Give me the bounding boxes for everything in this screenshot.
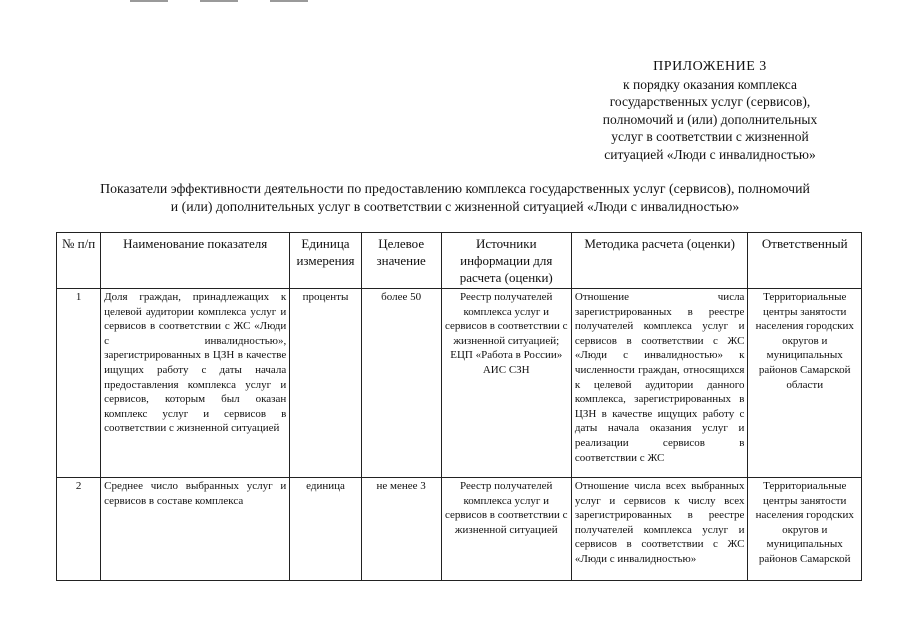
cell-target: более 50 bbox=[361, 289, 441, 478]
cell-method: Отношение числа зарегистрированных в реестре получателей комплекса услуг и сервисов в соответствии с ЖС «Люди с инвалидностью» к численности граждан, относящихся к целевой аудитории данного комплекса, зарегистрированных в ЦЗН в качестве ищущих работу с даты начала оказания услуг и реализации сервисов в соответствии с ЖС bbox=[571, 289, 748, 478]
annex-line: ситуацией «Люди с инвалидностью» bbox=[604, 146, 816, 162]
cell-responsible: Территориальные центры занятости населения городских округов и муниципальных районов Самарской области bbox=[748, 289, 862, 478]
annex-line: государственных услуг (сервисов), bbox=[609, 94, 811, 109]
cell-target: не менее 3 bbox=[361, 478, 441, 581]
document-title bbox=[40, 180, 870, 216]
cell-unit: единица bbox=[290, 478, 361, 581]
cell-unit: проценты bbox=[290, 289, 361, 478]
document-title-line-2: и (или) дополнительных услуг в соответствии с жизненной ситуацией «Люди с инвалидностью» bbox=[170, 199, 740, 214]
table-header-row bbox=[57, 233, 862, 289]
annex-line: услуг в соответствии с жизненной bbox=[611, 129, 809, 144]
header-unit: Единица измерения bbox=[290, 233, 361, 289]
header-sources: Источники информации для расчета (оценки) bbox=[441, 233, 571, 289]
cell-sources: Реестр получателей комплекса услуг и сервисов в соответствии с жизненной ситуацией bbox=[441, 478, 571, 581]
cell-num: 2 bbox=[57, 478, 101, 581]
cell-method: Отношение числа всех выбранных услуг и сервисов к числу всех зарегистрированных в реестре получателей комплекса услуг и сервисов в соответствии с ЖС «Люди с инвалидностью» bbox=[571, 478, 748, 581]
annex-block bbox=[560, 58, 860, 163]
document-title-line-1: Показатели эффективности деятельности по предоставлению комплекса государственных услуг (сервисов), полномочий bbox=[100, 181, 810, 196]
table-row bbox=[57, 289, 862, 478]
annex-line: полномочий и (или) дополнительных bbox=[602, 111, 818, 127]
header-num: № п/п bbox=[57, 233, 101, 289]
cell-sources: Реестр получателей комплекса услуг и сервисов в соответствии с жизненной ситуацией; ЕЦП «Работа в России» АИС СЗН bbox=[441, 289, 571, 478]
annex-title: ПРИЛОЖЕНИЕ 3 bbox=[653, 59, 767, 74]
header-target: Целевое значение bbox=[361, 233, 441, 289]
header-name: Наименование показателя bbox=[101, 233, 290, 289]
cell-name: Среднее число выбранных услуг и сервисов в составе комплекса bbox=[101, 478, 290, 581]
table-row bbox=[57, 478, 862, 581]
annex-line: к порядку оказания комплекса bbox=[623, 76, 797, 92]
cell-responsible: Территориальные центры занятости населения городских округов и муниципальных районов Самарской bbox=[748, 478, 862, 581]
header-method: Методика расчета (оценки) bbox=[571, 233, 748, 289]
cell-name: Доля граждан, принадлежащих к целевой аудитории комплекса услуг и сервисов в соответствии с ЖС «Люди с инвалидностью», зарегистрированных в ЦЗН в качестве ищущих работу с даты начала предоставления комплекса услуг и сервисов, которым был оказан комплекс услуг и сервисов в соответствии с жизненной ситуацией bbox=[101, 289, 290, 478]
header-responsible: Ответственный bbox=[748, 233, 862, 289]
cell-num: 1 bbox=[57, 289, 101, 478]
indicators-table bbox=[56, 232, 862, 581]
